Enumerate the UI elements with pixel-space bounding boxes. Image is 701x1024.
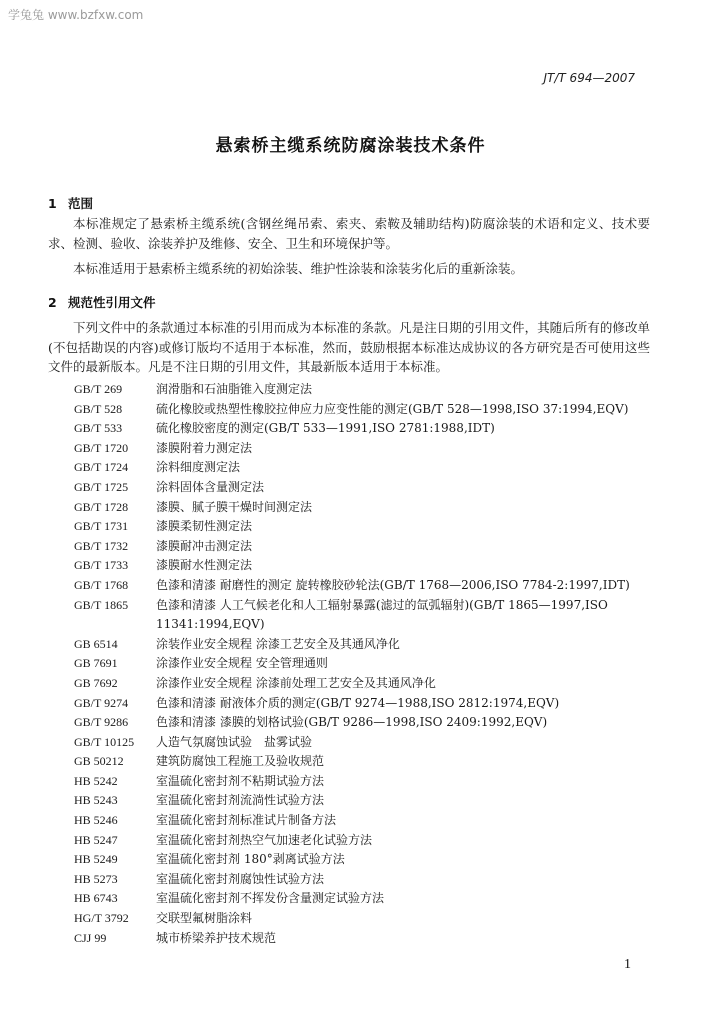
reference-item (74, 870, 664, 890)
reference-item (74, 694, 664, 714)
reference-code: GB 6514 (74, 636, 118, 651)
reference-title: 色漆和清漆 人工气候老化和人工辐射暴露(滤过的氙弧辐射)(GB/T 1865—1997,ISO 11341:1994,EQV) (156, 597, 608, 632)
reference-code: GB/T 1728 (74, 499, 129, 514)
reference-item (74, 713, 664, 733)
section-number: 2 (48, 295, 57, 310)
section-2-paragraph-1: 下列文件中的条款通过本标准的引用而成为本标准的条款。凡是注日期的引用文件，其随后所有的修改单(不包括勘误的内容)或修订版均不适用于本标准，然而，鼓励根据本标准达成协议的各方研究是否可使用这些文件的最新版本。凡是不注日期的引用文件，其最新版本适用于本标准。 (48, 320, 650, 374)
reference-title: 室温硫化密封剂不挥发份含量测定试验方法 (156, 891, 385, 906)
reference-title: 色漆和清漆 漆膜的划格试验(GB/T 9286—1998,ISO 2409:1992,EQV) (156, 715, 548, 730)
reference-title: 色漆和清漆 耐磨性的测定 旋转橡胶砂轮法(GB/T 1768—2006,ISO 7784-2:1997,IDT) (156, 577, 630, 592)
reference-code: GB/T 533 (74, 421, 123, 436)
section-title: 范围 (68, 196, 94, 211)
reference-code: GB/T 1732 (74, 538, 129, 553)
reference-code: GB 7692 (74, 675, 118, 690)
reference-code: HB 5246 (74, 813, 118, 828)
reference-item (74, 772, 664, 792)
reference-title: 涂装作业安全规程 涂漆工艺安全及其通风净化 (156, 636, 400, 651)
section-1-paragraph-1: 本标准规定了悬索桥主缆系统(含钢丝绳吊索、索夹、索鞍及辅助结构)防腐涂装的术语和定义、技术要求、检测、验收、涂装养护及维修、安全、卫生和环境保护等。 (48, 216, 650, 251)
reference-code: GB/T 1731 (74, 519, 129, 534)
reference-item (74, 419, 664, 439)
section-title: 规范性引用文件 (68, 295, 156, 310)
reference-code: GB/T 1725 (74, 479, 129, 494)
reference-title: 室温硫化密封剂不粘期试验方法 (156, 773, 325, 788)
standard-code: JT/T 694—2007 (543, 71, 635, 85)
reference-code: GB 7691 (74, 656, 118, 671)
reference-title: 室温硫化密封剂 180°剥离试验方法 (156, 852, 345, 867)
reference-item (74, 537, 664, 557)
reference-code: HB 6743 (74, 891, 118, 906)
reference-title: 漆膜柔韧性测定法 (156, 519, 253, 534)
reference-title: 硫化橡胶或热塑性橡胶拉伸应力应变性能的测定(GB/T 528—1998,ISO 37:1994,EQV) (156, 401, 629, 416)
reference-title: 润滑脂和石油脂锥入度测定法 (156, 382, 313, 396)
reference-title: 室温硫化密封剂热空气加速老化试验方法 (156, 832, 373, 847)
reference-title: 涂料固体含量测定法 (156, 479, 265, 494)
reference-title: 建筑防腐蚀工程施工及验收规范 (156, 754, 325, 769)
reference-item (74, 635, 664, 655)
reference-code: HB 5247 (74, 832, 118, 847)
reference-code: HB 5242 (74, 773, 118, 788)
reference-title: 硫化橡胶密度的测定(GB/T 533—1991,ISO 2781:1988,IDT) (156, 421, 495, 436)
reference-title: 交联型氟树脂涂料 (156, 911, 253, 926)
reference-item (74, 889, 664, 909)
reference-item (74, 831, 664, 851)
reference-item (74, 752, 664, 772)
document-title: 悬索桥主缆系统防腐涂装技术条件 (215, 136, 486, 156)
reference-code: GB/T 1724 (74, 460, 129, 475)
reference-code: GB/T 1768 (74, 577, 129, 592)
reference-code: GB/T 1720 (74, 440, 129, 455)
reference-item (74, 596, 664, 635)
reference-item (74, 478, 664, 498)
reference-title: 漆膜耐冲击测定法 (156, 538, 253, 553)
section-1-heading (48, 194, 93, 212)
reference-item (74, 909, 664, 929)
reference-item (74, 929, 664, 949)
reference-item (74, 850, 664, 870)
reference-title: 涂漆作业安全规程 安全管理通则 (156, 656, 328, 671)
normative-reference-list (74, 380, 664, 948)
reference-title: 漆膜、腻子膜干燥时间测定法 (156, 499, 313, 514)
reference-code: HG/T 3792 (74, 911, 129, 926)
reference-title: 色漆和清漆 耐液体介质的测定(GB/T 9274—1988,ISO 2812:1974,EQV) (156, 695, 560, 710)
reference-item (74, 556, 664, 576)
reference-code: HB 5249 (74, 852, 118, 867)
reference-item (74, 400, 664, 420)
reference-code: CJJ 99 (74, 930, 107, 945)
reference-code: GB 50212 (74, 754, 124, 769)
reference-title: 漆膜耐水性测定法 (156, 558, 253, 573)
reference-item (74, 576, 664, 596)
reference-item (74, 439, 664, 459)
reference-code: GB/T 9274 (74, 695, 129, 710)
reference-code: GB/T 1865 (74, 597, 129, 612)
section-1-paragraph-2: 本标准适用于悬索桥主缆系统的初始涂装、维护性涂装和涂装劣化后的重新涂装。 (73, 261, 524, 276)
reference-item (74, 791, 664, 811)
watermark-text: 学兔兔 www.bzfxw.com (8, 8, 144, 22)
reference-code: GB/T 1733 (74, 558, 129, 573)
reference-title: 漆膜附着力测定法 (156, 440, 253, 455)
section-2-heading (48, 293, 156, 311)
reference-item (74, 733, 664, 753)
reference-item (74, 517, 664, 537)
reference-title: 人造气氛腐蚀试验 盐雾试验 (156, 734, 313, 749)
reference-code: GB/T 528 (74, 401, 123, 416)
reference-code: HB 5243 (74, 793, 118, 808)
reference-code: GB/T 10125 (74, 734, 135, 749)
reference-item (74, 380, 664, 400)
reference-item (74, 498, 664, 518)
reference-title: 室温硫化密封剂标准试片制备方法 (156, 813, 337, 828)
reference-title: 室温硫化密封剂腐蚀性试验方法 (156, 871, 325, 886)
section-number: 1 (48, 196, 57, 211)
reference-item (74, 654, 664, 674)
reference-title: 涂料细度测定法 (156, 460, 241, 475)
reference-item (74, 458, 664, 478)
reference-title: 涂漆作业安全规程 涂漆前处理工艺安全及其通风净化 (156, 675, 436, 690)
reference-title: 室温硫化密封剂流淌性试验方法 (156, 793, 325, 808)
reference-item (74, 674, 664, 694)
reference-code: HB 5273 (74, 871, 118, 886)
page-number: 1 (624, 957, 631, 972)
reference-code: GB/T 9286 (74, 715, 129, 730)
reference-code: GB/T 269 (74, 382, 123, 396)
reference-item (74, 811, 664, 831)
reference-title: 城市桥梁养护技术规范 (156, 930, 277, 945)
